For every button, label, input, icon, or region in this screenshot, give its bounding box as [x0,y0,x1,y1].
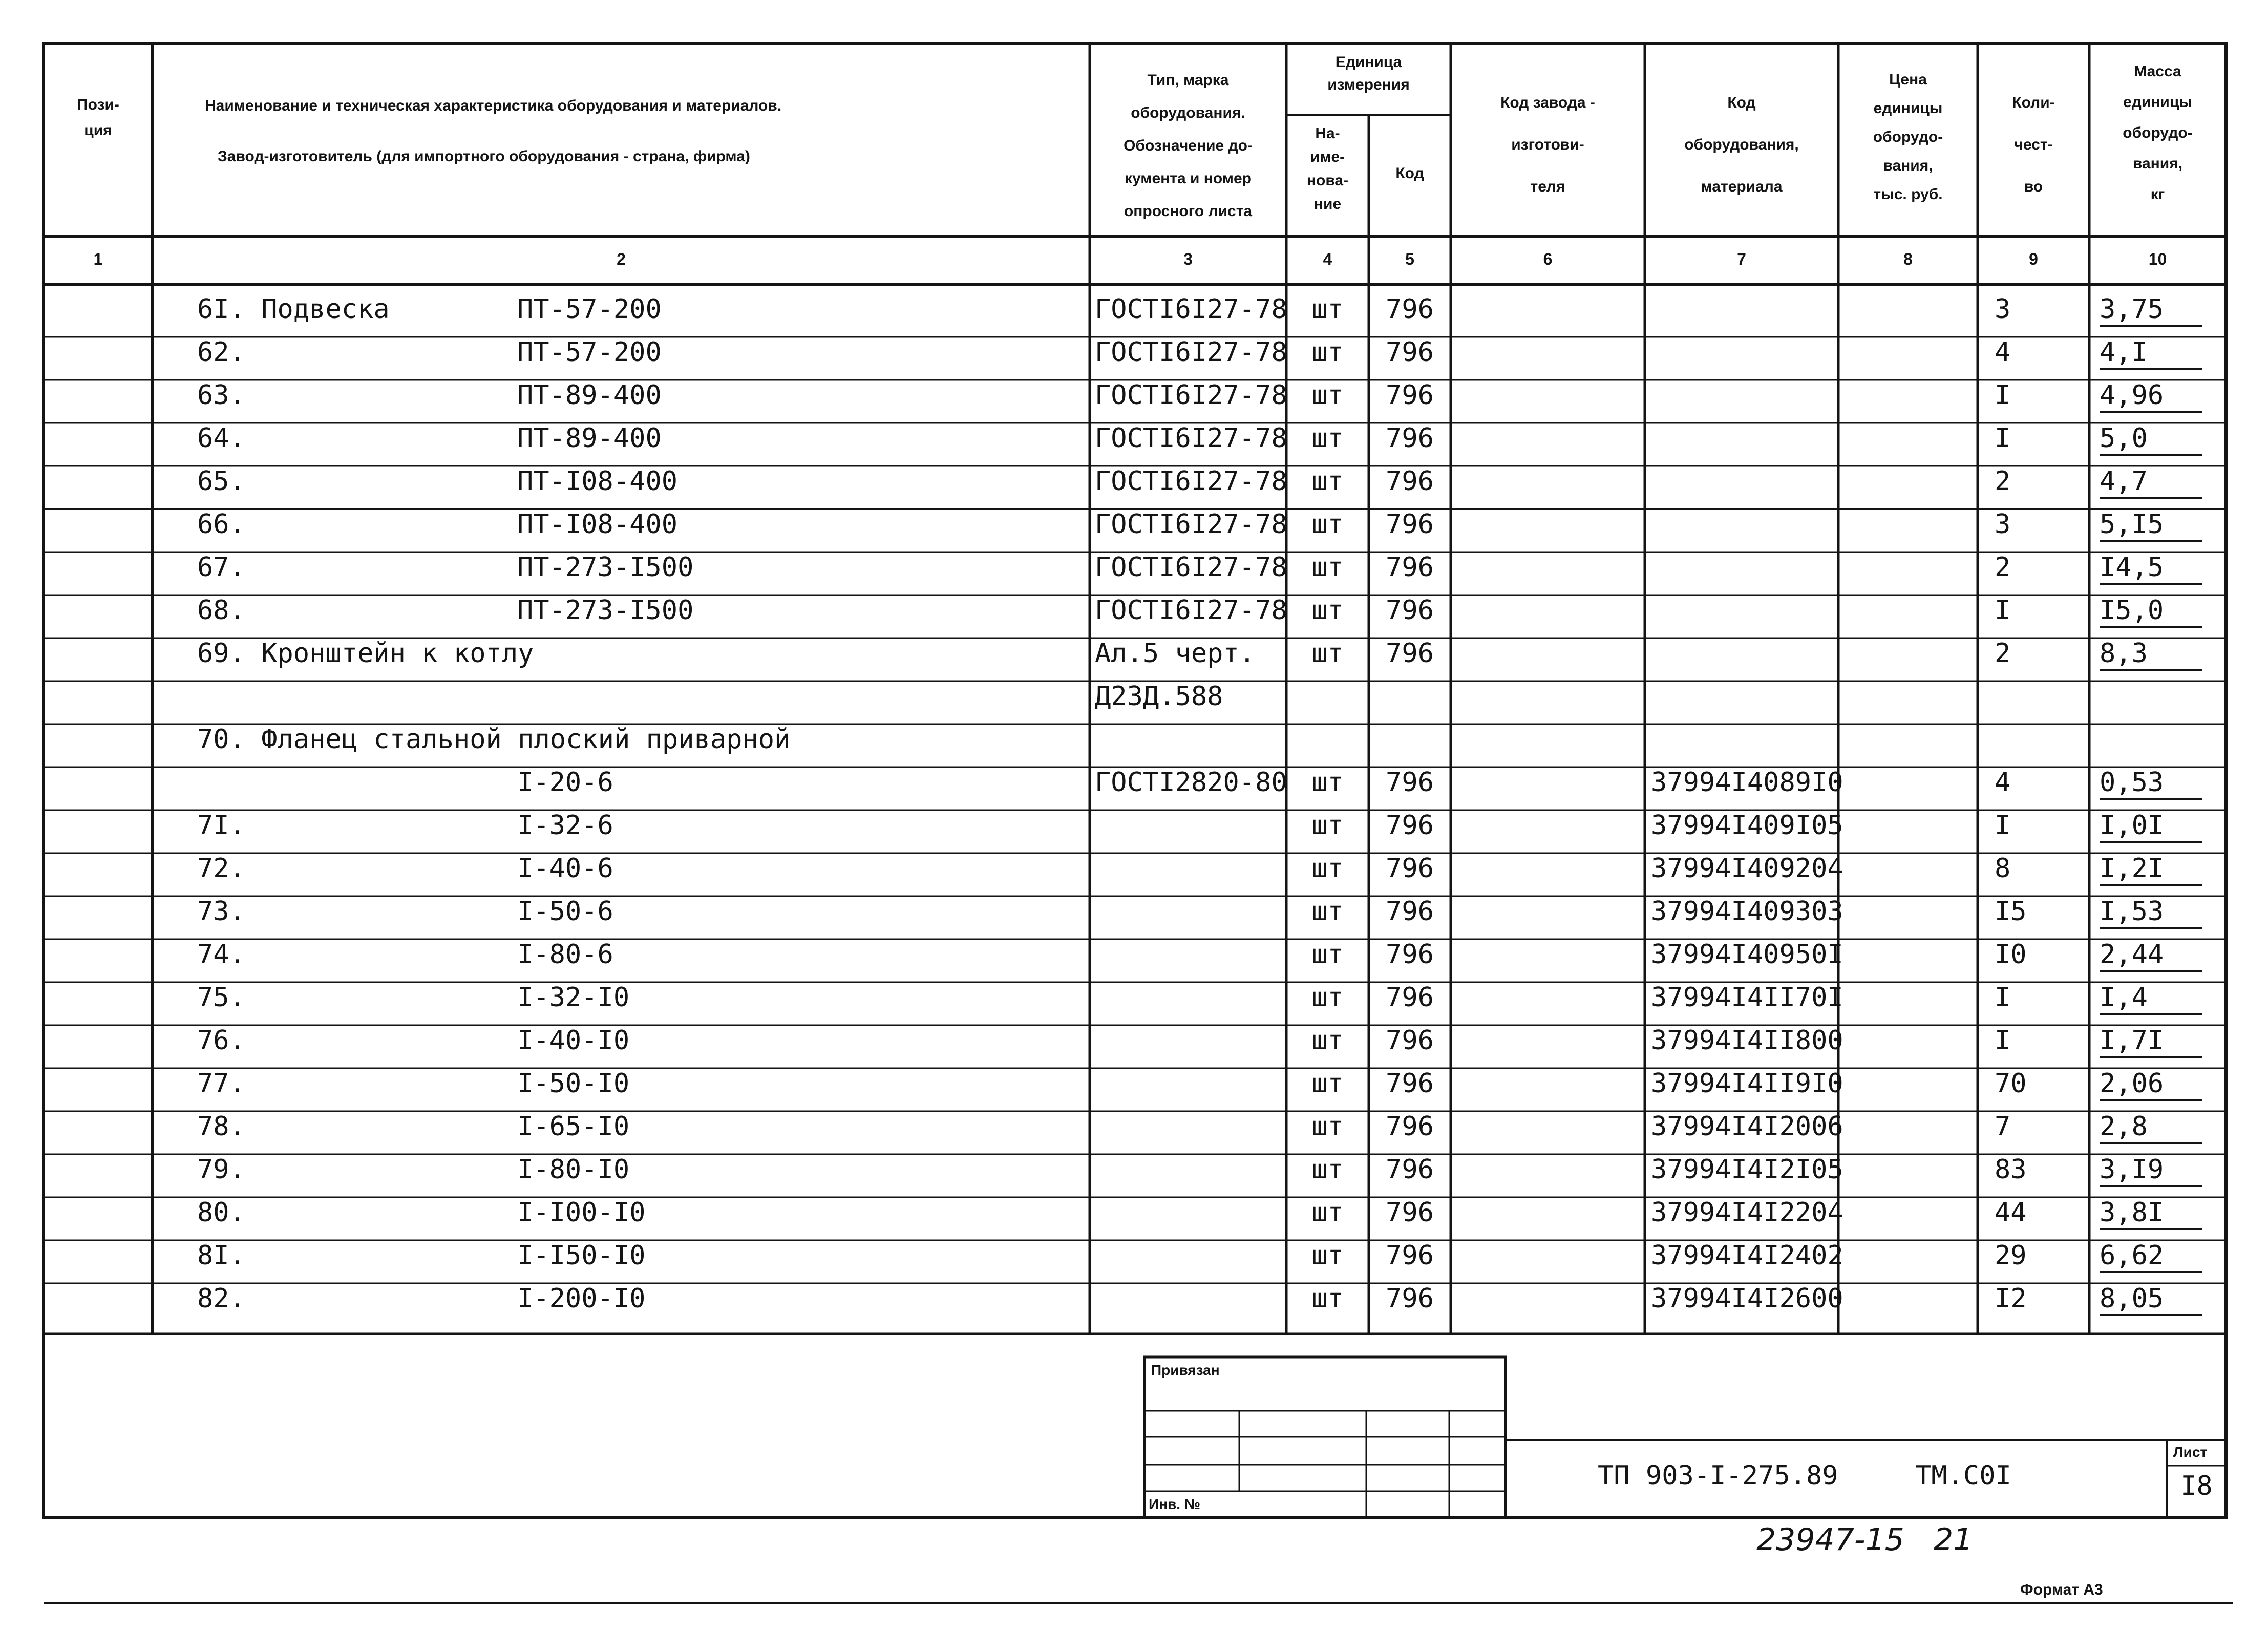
header-name-description: Наименование и техническая характеристика оборудования и материалов. [205,97,782,114]
item-quantity: I5 [1995,896,2027,927]
privyazan-label: Привязан [1151,1362,1220,1378]
item-document: ГОСТI2820-80 [1095,767,1287,798]
item-equipment-code: 37994I4I2600 [1651,1283,1843,1314]
item-equipment-code: 37994I4I2006 [1651,1111,1843,1142]
item-quantity: I [1995,380,2011,411]
item-name: 66. [197,509,245,540]
item-mark: I-32-6 [517,810,613,841]
item-mass: 2,44 [2100,939,2202,972]
item-unit-code: 796 [1386,552,1434,583]
header-type-mark: Тип, марка оборудования. Обозначение до- кумента и номер опросного листа [1124,72,1253,220]
item-mark: ПТ-89-400 [517,423,662,454]
inventory-number-label: Инв. № [1149,1496,1201,1512]
item-mark: I-40-I0 [517,1025,630,1056]
item-mass: 3,75 [2100,294,2202,327]
column-number: 10 [2148,250,2167,268]
item-mass: I,53 [2100,896,2202,929]
item-unit: шт [1311,1025,1344,1056]
item-quantity: 2 [1995,466,2011,497]
item-quantity: I0 [1995,939,2027,970]
item-name: 82. [197,1283,245,1314]
header-equipment-code: Код оборудования, материала [1684,94,1799,195]
item-unit-code: 796 [1386,466,1434,497]
item-unit-code: 796 [1386,423,1434,454]
item-document: ГОСТI6I27-78 [1095,380,1287,411]
item-name: 6I. Подвеска [197,294,390,325]
item-unit-code: 796 [1386,1068,1434,1099]
item-mass: 4,I [2100,337,2202,370]
item-mass: 8,05 [2100,1283,2202,1316]
item-mass: I,0I [2100,810,2202,843]
column-number: 2 [617,250,626,268]
item-mass: I,7I [2100,1025,2202,1058]
item-mass: 2,8 [2100,1111,2202,1144]
sheet-label: Лист [2173,1444,2208,1460]
item-quantity: I [1995,595,2011,626]
item-unit: шт [1311,638,1344,669]
item-mass: 5,I5 [2100,509,2202,542]
item-unit: шт [1311,423,1344,454]
item-mass: 4,7 [2100,466,2202,499]
header-position: Пози- ция [77,96,119,139]
item-unit: шт [1311,853,1344,884]
item-unit: шт [1311,896,1344,927]
item-name: 79. [197,1154,245,1185]
item-unit-code: 796 [1386,1154,1434,1185]
item-unit-code: 796 [1386,896,1434,927]
item-mark: I-40-6 [517,853,613,884]
item-equipment-code: 37994I409303 [1651,896,1843,927]
item-quantity: 44 [1995,1197,2027,1228]
item-mass: 4,96 [2100,380,2202,413]
item-unit: шт [1311,294,1344,325]
item-document: ГОСТI6I27-78 [1095,423,1287,454]
item-mass: 6,62 [2100,1240,2202,1273]
item-mark: ПТ-57-200 [517,294,662,325]
item-name: 63. [197,380,245,411]
item-unit-code: 796 [1386,294,1434,325]
column-number: 7 [1737,250,1746,268]
item-mark: I-50-6 [517,896,613,927]
item-name: 76. [197,1025,245,1056]
column-number: 6 [1543,250,1553,268]
item-quantity: 83 [1995,1154,2027,1185]
item-unit-code: 796 [1386,509,1434,540]
item-name: 70. Фланец стальной плоский приварной [197,724,791,755]
item-name: 78. [197,1111,245,1142]
column-number: 8 [1903,250,1913,268]
item-unit-code: 796 [1386,1240,1434,1271]
item-name: 77. [197,1068,245,1099]
item-unit: шт [1311,1111,1344,1142]
item-unit-code: 796 [1386,380,1434,411]
item-mark: I-20-6 [517,767,613,798]
item-unit-code: 796 [1386,982,1434,1013]
item-unit-code: 796 [1386,1197,1434,1228]
item-unit-code: 796 [1386,853,1434,884]
item-mark: I-80-I0 [517,1154,630,1185]
column-number: 4 [1323,250,1332,268]
item-quantity: 3 [1995,294,2011,325]
item-quantity: I [1995,982,2011,1013]
sheet-number: I8 [2180,1471,2213,1501]
item-quantity: I [1995,1025,2011,1056]
item-document: Ал.5 черт. [1095,638,1256,669]
item-equipment-code: 37994I4089I0 [1651,767,1843,798]
item-mass: 3,I9 [2100,1154,2202,1187]
item-unit: шт [1311,1240,1344,1271]
item-document: ГОСТI6I27-78 [1095,595,1287,626]
item-mark: I-80-6 [517,939,613,970]
item-document: ГОСТI6I27-78 [1095,337,1287,368]
item-mass: I4,5 [2100,552,2202,585]
item-document: Д23Д.588 [1095,681,1223,712]
item-name: 7I. [197,810,245,841]
item-unit: шт [1311,810,1344,841]
item-quantity: 7 [1995,1111,2011,1142]
item-unit: шт [1311,982,1344,1013]
item-quantity: 2 [1995,552,2011,583]
column-number: 9 [2029,250,2038,268]
handwritten-archive-number: 23947-15 21 [1756,1522,1973,1558]
item-quantity: 4 [1995,337,2011,368]
column-number: 5 [1405,250,1414,268]
item-mark: ПТ-273-I500 [517,595,694,626]
item-unit: шт [1311,1154,1344,1185]
header-unit-mass: Масса единицы оборудо- вания, кг [2123,63,2193,203]
header-quantity: Коли- чест- во [2012,94,2055,195]
item-unit: шт [1311,552,1344,583]
item-quantity: 4 [1995,767,2011,798]
item-unit: шт [1311,509,1344,540]
item-unit: шт [1311,1068,1344,1099]
item-document: ГОСТI6I27-78 [1095,294,1287,325]
item-mass: 3,8I [2100,1197,2202,1230]
document-code: ТМ.С0I [1915,1460,2011,1491]
item-name: 64. [197,423,245,454]
item-unit: шт [1311,1283,1344,1314]
item-equipment-code: 37994I4I2I05 [1651,1154,1843,1185]
item-mark: ПТ-I08-400 [517,509,678,540]
item-unit-code: 796 [1386,1111,1434,1142]
column-number: 1 [93,250,103,268]
item-equipment-code: 37994I4I2402 [1651,1240,1843,1271]
project-designation: ТП 903-I-275.89 [1598,1460,1838,1491]
item-name: 65. [197,466,245,497]
item-quantity: I [1995,423,2011,454]
item-quantity: 3 [1995,509,2011,540]
item-mark: I-I50-I0 [517,1240,646,1271]
item-equipment-code: 37994I4II800 [1651,1025,1843,1056]
item-unit: шт [1311,595,1344,626]
item-name: 67. [197,552,245,583]
item-mass: 8,3 [2100,638,2202,671]
item-mark: ПТ-57-200 [517,337,662,368]
header-unit-price: Цена единицы оборудо- вания, тыс. руб. [1873,71,1943,203]
item-mark: ПТ-I08-400 [517,466,678,497]
item-unit-code: 796 [1386,767,1434,798]
header-unit-group: Единица измерения [1327,54,1410,93]
item-unit: шт [1311,767,1344,798]
item-equipment-code: 37994I409204 [1651,853,1843,884]
item-unit: шт [1311,466,1344,497]
header-manufacturer-code: Код завода - изготови- теля [1500,94,1595,195]
item-unit-code: 796 [1386,638,1434,669]
item-document: ГОСТI6I27-78 [1095,466,1287,497]
item-quantity: 2 [1995,638,2011,669]
header-unit-name: На- име- нова- ние [1306,125,1349,213]
item-unit-code: 796 [1386,810,1434,841]
item-equipment-code: 37994I40950I [1651,939,1843,970]
item-quantity: 8 [1995,853,2011,884]
item-name: 8I. [197,1240,245,1271]
item-equipment-code: 37994I4II70I [1651,982,1843,1013]
item-equipment-code: 37994I409I05 [1651,810,1843,841]
item-quantity: 29 [1995,1240,2027,1271]
item-quantity: 70 [1995,1068,2027,1099]
item-quantity: I2 [1995,1283,2027,1314]
item-equipment-code: 37994I4I2204 [1651,1197,1843,1228]
item-mark: I-65-I0 [517,1111,630,1142]
item-mark: I-200-I0 [517,1283,646,1314]
header-unit-code: Код [1395,165,1424,182]
item-unit-code: 796 [1386,337,1434,368]
item-equipment-code: 37994I4II9I0 [1651,1068,1843,1099]
item-document: ГОСТI6I27-78 [1095,552,1287,583]
item-unit: шт [1311,1197,1344,1228]
item-mark: I-I00-I0 [517,1197,646,1228]
item-quantity: I [1995,810,2011,841]
item-mark: I-50-I0 [517,1068,630,1099]
item-name: 69. Кронштейн к котлу [197,638,534,669]
item-mass: 2,06 [2100,1068,2202,1101]
item-mass: I5,0 [2100,595,2202,628]
item-name: 73. [197,896,245,927]
item-unit-code: 796 [1386,1025,1434,1056]
header-manufacturer: Завод-изготовитель (для импортного оборудования - страна, фирма) [218,148,750,165]
item-mass: 5,0 [2100,423,2202,456]
item-name: 80. [197,1197,245,1228]
item-unit-code: 796 [1386,595,1434,626]
item-mass: 0,53 [2100,767,2202,800]
item-unit: шт [1311,939,1344,970]
item-mass: I,2I [2100,853,2202,886]
item-mark: I-32-I0 [517,982,630,1013]
item-unit: шт [1311,337,1344,368]
format-label: Формат А3 [2020,1581,2103,1598]
item-mark: ПТ-89-400 [517,380,662,411]
item-name: 72. [197,853,245,884]
item-mark: ПТ-273-I500 [517,552,694,583]
item-document: ГОСТI6I27-78 [1095,509,1287,540]
item-name: 75. [197,982,245,1013]
item-unit: шт [1311,380,1344,411]
item-name: 68. [197,595,245,626]
item-unit-code: 796 [1386,939,1434,970]
item-name: 62. [197,337,245,368]
item-name: 74. [197,939,245,970]
item-unit-code: 796 [1386,1283,1434,1314]
item-mass: I,4 [2100,982,2202,1015]
column-number: 3 [1183,250,1193,268]
